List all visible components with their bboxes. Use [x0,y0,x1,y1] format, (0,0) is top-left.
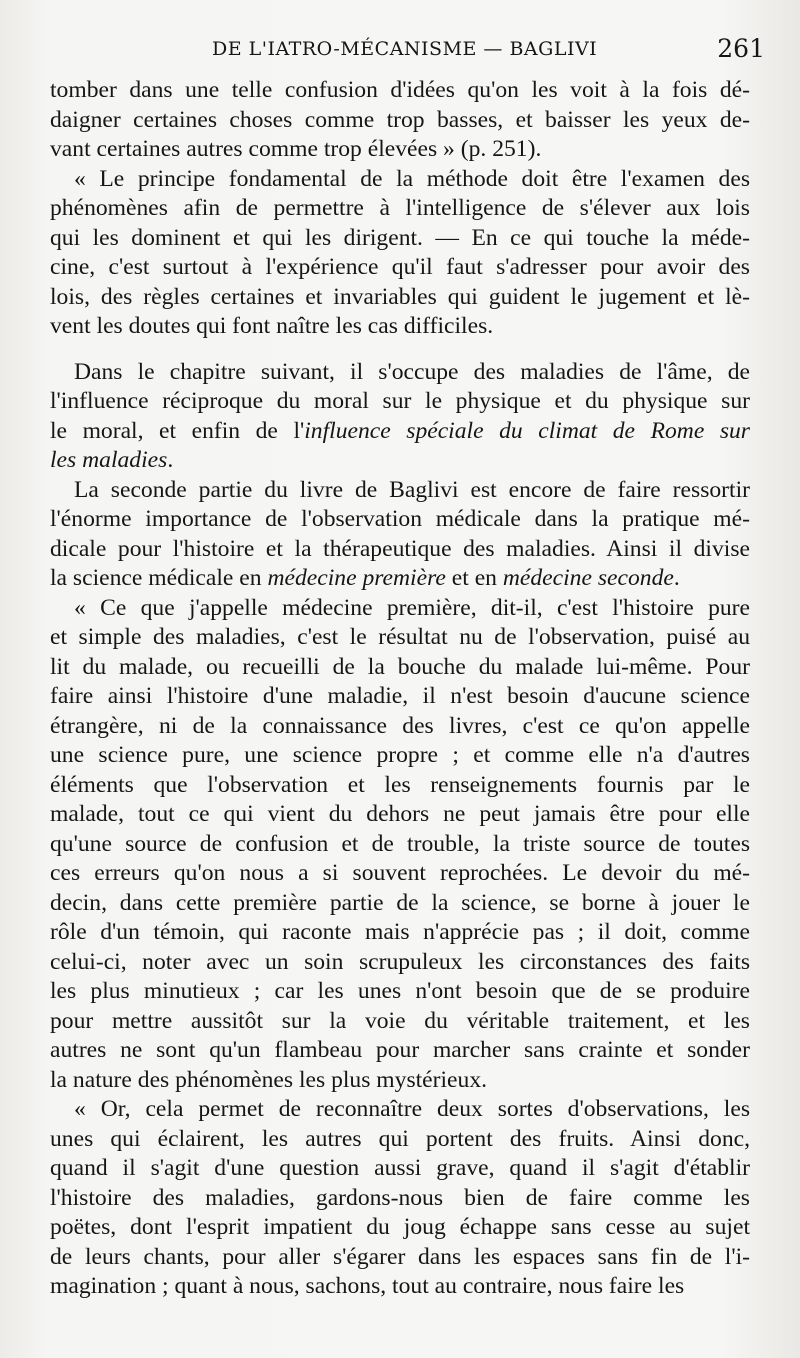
text-run: celui-ci, noter avec un soin scrupuleux les circonstances des faits [50,948,750,975]
text-line [50,165,750,195]
text-run: la science médicale en [50,565,268,591]
page-number: 261 [717,34,765,63]
paragraph-quote-observations [50,1095,750,1302]
text-line [50,1272,750,1302]
text-line [50,1243,750,1273]
page-body [50,76,750,1302]
text-run: cine, c'est surtout à l'expérience qu'il faut s'adresser pour avoir des [50,254,750,280]
text-line [50,918,750,948]
text-line [50,1184,750,1214]
text-line [50,1154,750,1184]
text-line [50,948,750,978]
text-line [50,1036,750,1066]
text-run: « Le principe fondamental de la méthode doit être l'examen des [74,165,750,192]
text-line [50,135,750,165]
text-line [50,771,750,801]
text-run: et simple des maladies, c'est le résultat nu de l'observation, puisé au [50,624,750,650]
text-line [50,312,750,342]
text-run: faire ainsi l'histoire d'une maladie, il n'est besoin d'aucune science [50,683,750,709]
text-run: lit du malade, ou recueilli de la bouche du malade lui-même. Pour [50,653,750,680]
text-line [50,535,750,565]
text-line [50,830,750,860]
text-line [50,417,750,447]
text-run: ces erreurs qu'on nous a si souvent reprochées. Le devoir du mé- [50,860,750,886]
text-run: « Or, cela permet de reconnaître deux sortes d'observations, les [74,1096,750,1122]
text-run: vent les doutes qui font naître les cas difficiles. [50,313,494,339]
text-run: . [673,565,680,591]
text-run: les plus minutieux ; car les unes n'ont besoin que de se produire [50,978,750,1004]
text-line [50,653,750,683]
text-run: étrangère, ni de la connaissance des livres, c'est ce qu'on appelle [50,712,750,739]
text-run: l'influence réciproque du moral sur le physique et du physique sur [50,388,750,414]
text-run: poëtes, dont l'esprit impatient du joug échappe sans cesse au sujet [50,1214,750,1240]
text-line [50,1213,750,1243]
text-line [50,358,750,388]
text-run: La seconde partie du livre de Baglivi est encore de faire ressortir [74,476,750,503]
text-run: qui les dominent et qui les dirigent. — En ce qui touche la méde- [50,224,750,251]
text-run: rôle d'un témoin, qui raconte mais n'apprécie pas ; il doit, comme [50,919,750,945]
text-line [50,76,750,106]
text-run: lois, des règles certaines et invariables qui guident le jugement et lè- [50,283,750,310]
paragraph-continuation [50,76,750,165]
text-run: et en [445,565,503,591]
text-run: « Ce que j'appelle médecine première, dit-il, c'est l'histoire pure [74,594,750,621]
text-line [50,859,750,889]
text-line [50,594,750,624]
text-line [50,446,750,476]
text-run: malade, tout ce qui vient du dehors ne peut jamais être pour elle [50,801,750,827]
italic-text-run: médecine seconde [502,565,674,591]
text-line [50,283,750,313]
text-run: phénomènes afin de permettre à l'intelligence de s'élever aux lois [50,195,750,221]
text-line [50,800,750,830]
text-line [50,1066,750,1096]
text-line [50,741,750,771]
text-line [50,623,750,653]
paragraph-chapter-summary [50,358,750,476]
text-run: qu'une source de confusion et de trouble, la triste source de toutes [50,830,750,857]
text-run: Dans le chapitre suivant, il s'occupe des maladies de l'âme, de [74,358,750,385]
text-line [50,253,750,283]
text-line [50,889,750,919]
text-run: une science pure, une science propre ; et comme elle n'a d'autres [50,742,750,768]
paragraph-second-part [50,476,750,594]
text-run: daigner certaines choses comme trop basses, et baisser les yeux de- [50,106,750,133]
text-run: quand il s'agit d'une question aussi grave, quand il s'agit d'établir [50,1155,750,1181]
text-line [50,224,750,254]
text-line [50,977,750,1007]
running-head [50,36,765,66]
text-line [50,505,750,535]
text-line [50,1007,750,1037]
text-line [50,682,750,712]
text-run: magination ; quant à nous, sachons, tout au contraire, nous faire les [50,1273,685,1299]
italic-text-run: les maladies [50,447,168,473]
text-line [50,564,750,594]
running-head-title: DE L'IATRO-MÉCANISME — BAGLIVI [212,38,598,60]
text-run: l'énorme importance de l'observation médicale dans la pratique mé- [50,506,750,532]
italic-text-run: médecine première [267,565,446,591]
text-run: éléments que l'observation et les renseignements fournis par le [50,771,750,798]
text-run: decin, dans cette première partie de la science, se borne à jouer le [50,889,750,916]
italic-text-run: influence spéciale du climat de Rome sur [304,417,750,444]
text-line [50,194,750,224]
text-line [50,1125,750,1155]
text-run: dicale pour l'histoire et la thérapeutique des maladies. Ainsi il divise [50,535,750,562]
text-run: le moral, et enfin de l' [50,417,305,444]
text-run: unes qui éclairent, les autres qui portent des fruits. Ainsi donc, [50,1125,750,1152]
text-run: tomber dans une telle confusion d'idées qu'on les voit à la fois dé- [50,77,750,103]
text-run: vant certaines autres comme trop élevées » (p. 251). [50,136,542,162]
text-run: l'histoire des maladies, gardons-nous bien de faire comme les [50,1184,750,1211]
text-run: pour mettre aussitôt sur la voie du véritable traitement, et les [50,1007,750,1034]
text-line [50,476,750,506]
paragraph-quote-principle [50,165,750,342]
text-line [50,106,750,136]
text-line [50,387,750,417]
text-line [50,712,750,742]
text-run: la nature des phénomènes les plus mystérieux. [50,1066,488,1093]
paragraph-quote-first-medicine [50,594,750,1096]
text-run: . [167,447,174,473]
text-run: autres ne sont qu'un flambeau pour marcher sans crainte et sonder [50,1037,750,1063]
text-line [50,1095,750,1125]
text-run: de leurs chants, pour aller s'égarer dans les espaces sans fin de l'i- [50,1243,750,1270]
